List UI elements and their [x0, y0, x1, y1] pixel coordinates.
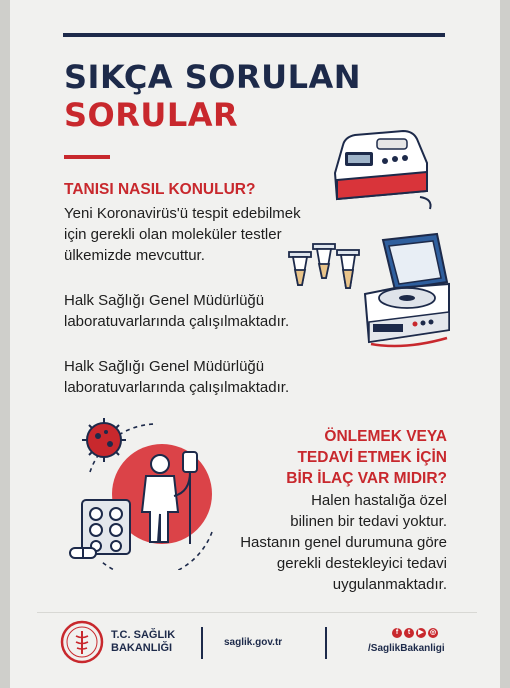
youtube-icon[interactable]: ▶: [416, 628, 426, 638]
title-line-1: SIKÇA SORULAN: [64, 58, 362, 96]
photo-edge-right: [500, 0, 510, 688]
question-1-paragraph-1: Yeni Koronavirüs'ü tespit edebilmek için gerekli olan moleküler testler ülkemizde mevcuttur.: [64, 205, 301, 264]
top-rule: [63, 33, 445, 37]
photo-edge-left: [0, 0, 10, 688]
page-title: [64, 58, 361, 134]
ministry-logo-icon: [60, 620, 104, 664]
facebook-icon[interactable]: f: [392, 628, 402, 638]
question-1-paragraph-3: Halk Sağlığı Genel Müdürlüğü laboratuvarlarında çalışılmaktadır.: [64, 358, 290, 396]
title-line-2: SORULAR: [64, 96, 239, 134]
question-1-heading: TANISI NASIL KONULUR?: [64, 181, 256, 198]
pcr-machine-icon: [325, 125, 440, 215]
footer-divider: [37, 612, 477, 613]
website-link[interactable]: saglik.gov.tr: [224, 637, 283, 648]
centrifuge-icon: [355, 232, 455, 354]
twitter-icon[interactable]: t: [404, 628, 414, 638]
question-1-paragraph-2: Halk Sağlığı Genel Müdürlüğü laboratuvarlarında çalışılmaktadır.: [64, 292, 290, 330]
question-2-heading: ÖNLEMEK VEYA TEDAVİ ETMEK İÇİN BİR İLAÇ VAR MIDIR?: [286, 428, 447, 487]
social-handle[interactable]: /SaglikBakanligi: [368, 643, 445, 654]
footer-separator-left: [201, 627, 203, 659]
footer-separator-right: [325, 627, 327, 659]
ministry-name: T.C. SAĞLIK BAKANLIĞI: [111, 629, 176, 654]
question-2-answer: Halen hastalığa özel bilinen bir tedavi yoktur. Hastanın genel durumuna göre gerekli destekleyici tedavi uygulanmaktadır.: [240, 492, 447, 593]
social-icons: [392, 628, 438, 638]
patient-treatment-icon: [62, 412, 237, 570]
title-accent-rule: [64, 155, 110, 159]
instagram-icon[interactable]: ◎: [429, 629, 437, 636]
